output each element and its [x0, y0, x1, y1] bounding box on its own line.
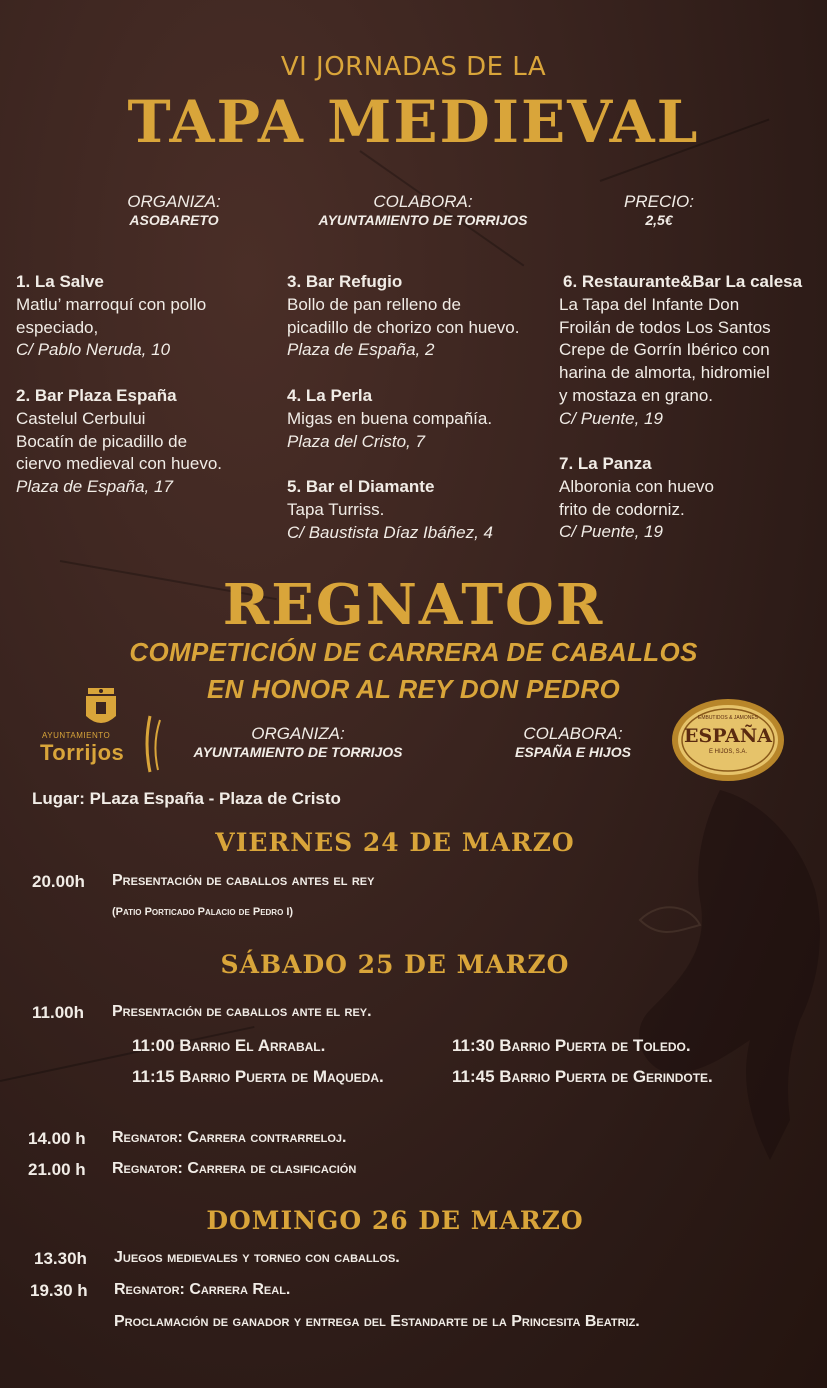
schedule-event: Presentación de caballos ante el rey.	[112, 1003, 372, 1020]
bar-description: Crepe de Gorrín Ibérico con	[559, 340, 770, 360]
bar-address: C/ Puente, 19	[559, 522, 663, 542]
bar-name: 5. Bar el Diamante	[287, 477, 435, 496]
schedule-subevent: 11:15 Barrio Puerta de Maqueda.	[132, 1067, 384, 1086]
bar-name: 3. Bar Refugio	[287, 272, 403, 291]
bar-description: Bollo de pan relleno de	[287, 294, 461, 314]
bar-name: 7. La Panza	[559, 454, 652, 473]
logo-ayuntamiento-text: AYUNTAMIENTO	[42, 731, 111, 740]
bar-entry	[16, 271, 206, 362]
bar-entry	[287, 271, 519, 362]
regnator-subtitle: EN HONOR AL REY DON PEDRO	[207, 674, 620, 704]
regnator-title: REGNATOR	[222, 572, 605, 638]
colabora-value: AYUNTAMIENTO DE TORRIJOS	[318, 212, 528, 228]
precio-value: 2,5€	[645, 212, 673, 228]
organiza-credit	[104, 192, 244, 228]
bar-address: C/ Pablo Neruda, 10	[16, 340, 171, 360]
espana-sub-text: E HIJOS, S.A.	[708, 749, 747, 755]
bar-name: 4. La Perla	[287, 386, 373, 405]
regnator-organiza-label: ORGANIZA:	[251, 724, 345, 743]
precio-credit	[609, 192, 709, 228]
bar-description: Matlu’ marroquí con pollo	[16, 294, 207, 314]
schedule-time: 20.00h	[32, 872, 85, 891]
bar-entry	[559, 271, 802, 431]
bar-description: harina de almorta, hidromiel	[559, 363, 770, 383]
espana-hijos-logo	[670, 697, 786, 783]
bar-address: Plaza de España, 17	[16, 477, 173, 497]
regnator-colabora-label: COLABORA:	[523, 724, 623, 743]
bar-description: ciervo medieval con huevo.	[16, 454, 223, 474]
bar-entry	[16, 385, 222, 499]
bar-entry	[559, 453, 714, 544]
bar-name: 6. Restaurante&Bar La calesa	[563, 272, 803, 291]
bar-description: Castelul Cerbului	[16, 408, 146, 428]
espana-top-text: EMBUTIDOS & JAMONES	[697, 715, 758, 721]
bar-entry	[287, 385, 492, 453]
bar-description: Migas en buena compañía.	[287, 408, 493, 428]
bar-description: La Tapa del Infante Don	[559, 294, 740, 314]
bar-entry	[287, 476, 493, 544]
colabora-label: COLABORA:	[373, 192, 473, 211]
bar-description: Tapa Turriss.	[287, 499, 385, 519]
schedule-event: Proclamación de ganador y entrega del Estandarte de la Princesita Beatriz.	[114, 1313, 640, 1330]
main-title: TAPA MEDIEVAL	[127, 88, 700, 156]
schedule-subevent: 11:00 Barrio El Arrabal.	[132, 1036, 326, 1055]
schedule-time: 14.00 h	[28, 1129, 86, 1148]
logo-torrijos-text: Torrijos	[40, 740, 125, 765]
edition-heading: VI JORNADAS DE LA	[280, 52, 547, 82]
schedule-event: Regnator: Carrera contrarreloj.	[112, 1129, 347, 1146]
day-heading-viernes: VIERNES 24 DE MARZO	[215, 828, 575, 857]
schedule-time: 13.30h	[34, 1249, 87, 1268]
bar-description: y mostaza en grano.	[559, 385, 714, 405]
schedule-note: (Patio Porticado Palacio de Pedro I)	[112, 906, 294, 918]
regnator-colabora	[513, 724, 633, 760]
organiza-value: ASOBARETO	[129, 212, 219, 228]
day-heading-domingo: DOMINGO 26 DE MARZO	[206, 1206, 584, 1235]
bar-description: Froilán de todos Los Santos	[559, 317, 771, 337]
regnator-organiza-value: AYUNTAMIENTO DE TORRIJOS	[193, 744, 403, 760]
regnator-organiza	[178, 724, 418, 760]
lugar-text: Lugar: PLaza España - Plaza de Cristo	[32, 789, 341, 808]
organiza-label: ORGANIZA:	[127, 192, 221, 211]
bar-name: 2. Bar Plaza España	[16, 386, 177, 405]
bar-description: Bocatín de picadillo de	[16, 431, 188, 451]
bar-description: frito de codorniz.	[559, 499, 685, 519]
bar-address: C/ Baustista Díaz Ibáñez, 4	[287, 522, 493, 542]
bar-address: Plaza del Cristo, 7	[287, 431, 425, 451]
day-heading-sabado: SÁBADO 25 DE MARZO	[220, 950, 570, 979]
regnator-colabora-value: ESPAÑA E HIJOS	[515, 744, 631, 760]
espana-name-text: ESPAÑA	[684, 725, 772, 747]
schedule-event: Regnator: Carrera de clasificación	[112, 1160, 357, 1177]
schedule-time: 11.00h	[32, 1003, 84, 1022]
regnator-subtitle: COMPETICIÓN DE CARRERA DE CABALLOS	[129, 637, 698, 667]
schedule-subevent: 11:30 Barrio Puerta de Toledo.	[452, 1036, 691, 1055]
schedule-subevent: 11:45 Barrio Puerta de Gerindote.	[452, 1067, 713, 1086]
bar-description: Alboronia con huevo	[559, 476, 715, 496]
precio-label: PRECIO:	[624, 192, 694, 211]
logo-flourish-icon	[140, 714, 170, 774]
schedule-event: Juegos medievales y torneo con caballos.	[114, 1249, 400, 1266]
bar-address: C/ Puente, 19	[559, 408, 663, 428]
schedule-event: Regnator: Carrera Real.	[114, 1281, 291, 1298]
bar-description: especiado,	[16, 317, 99, 337]
bar-description: picadillo de chorizo con huevo.	[287, 317, 520, 337]
torrijos-logo	[38, 684, 163, 776]
bar-name: 1. La Salve	[16, 272, 104, 291]
schedule-event: Presentación de caballos antes el rey	[112, 872, 375, 889]
schedule-time: 21.00 h	[28, 1160, 86, 1179]
schedule-time: 19.30 h	[30, 1281, 88, 1300]
colabora-credit	[293, 192, 553, 228]
bar-address: Plaza de España, 2	[287, 340, 435, 360]
